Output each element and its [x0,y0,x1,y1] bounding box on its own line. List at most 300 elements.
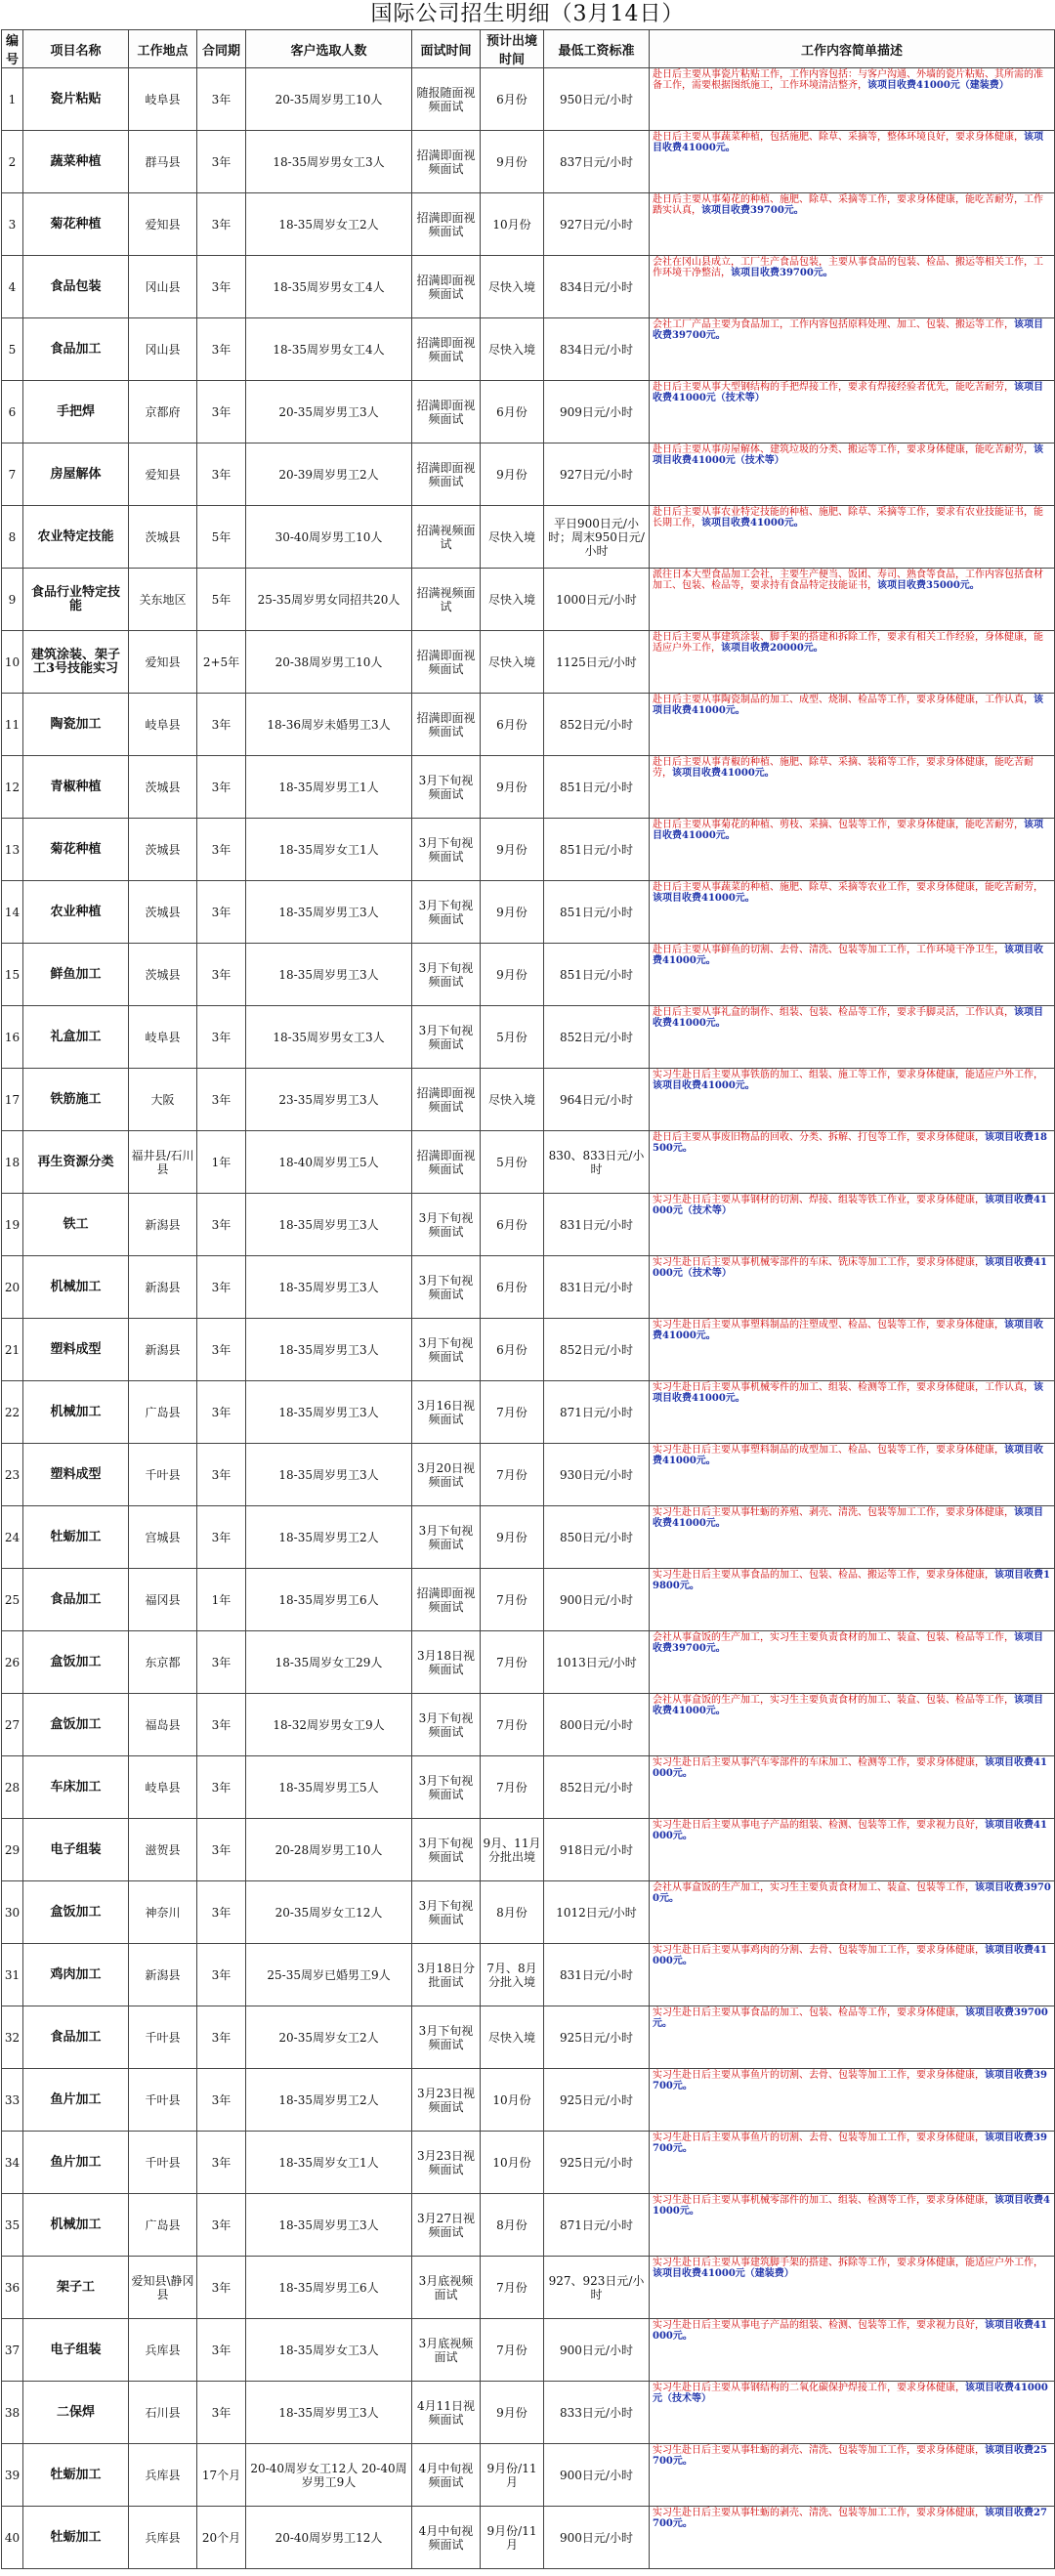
row-headcount: 18-35周岁男工3人 [246,944,412,1006]
row-project-name: 二保焊 [23,2382,129,2444]
row-departure-time: 尽快入境 [481,318,544,381]
row-location: 大阪 [129,1069,197,1131]
row-headcount: 20-40周岁男工12人 [246,2507,412,2569]
row-headcount: 18-35周岁男工1人 [246,756,412,819]
row-description-text: 实习生赴日后主要从事牡蛎的养殖、剥壳、清洗、包装等加工工作，要求身体健康， [653,1507,1014,1518]
row-location: 兵库县 [129,2507,197,2569]
row-fee-text: 该项目收费41000元。 [653,1382,1043,1404]
row-location: 群马县 [129,131,197,193]
row-contract-term: 3年 [197,881,246,944]
row-fee-text: 该项目收费19800元。 [653,1570,1050,1591]
table-row [2,2257,1055,2319]
row-description [650,1194,1055,1256]
row-departure-time: 7月份 [481,1694,544,1756]
row-departure-time: 5月份 [481,1131,544,1194]
row-no: 10 [2,631,23,694]
row-no: 35 [2,2194,23,2257]
row-headcount: 18-35周岁男工3人 [246,1444,412,1506]
row-fee-text: 该项目收费41000元。 [653,1945,1047,1966]
row-departure-time: 尽快入境 [481,631,544,694]
row-description-text: 实习生赴日后主要从事机械零件的加工、组装、检测等工作，要求身体健康，工作认真， [653,1382,1034,1393]
row-contract-term: 3年 [197,381,246,443]
row-min-wage: 918日元/小时 [544,1819,650,1881]
row-no: 39 [2,2444,23,2507]
row-description [650,1631,1055,1694]
row-location: 千叶县 [129,2006,197,2069]
row-interview-time: 4月中旬视频面试 [412,2444,481,2507]
row-min-wage: 1013日元/小时 [544,1631,650,1694]
row-description-text: 赴日后主要从事陶瓷制品的加工、成型、烧制、检品等工作，要求身体健康，工作认真， [653,695,1034,705]
row-fee-text: 该项目收费41000元。 [653,695,1043,716]
col-header-term: 合同期 [197,30,246,68]
row-min-wage: 852日元/小时 [544,1006,650,1069]
row-description [650,1694,1055,1756]
row-departure-time: 6月份 [481,1256,544,1319]
row-contract-term: 3年 [197,1319,246,1381]
row-project-name: 陶瓷加工 [23,694,129,756]
row-interview-time: 招满即面视频面试 [412,131,481,193]
table-row [2,1631,1055,1694]
row-project-name: 食品加工 [23,2006,129,2069]
row-interview-time: 3月下旬视频面试 [412,1256,481,1319]
row-headcount: 18-35周岁女工3人 [246,2319,412,2382]
row-interview-time: 招满即面视频面试 [412,443,481,506]
table-row [2,381,1055,443]
table-row [2,1069,1055,1131]
table-row [2,2069,1055,2132]
table-row [2,1194,1055,1256]
row-contract-term: 5年 [197,506,246,569]
row-headcount: 20-35周岁女工12人 [246,1881,412,1944]
row-fee-text: 该项目收费41000元。 [653,1007,1043,1029]
row-departure-time: 7月份 [481,1756,544,1819]
row-headcount: 18-35周岁男工6人 [246,2257,412,2319]
table-row [2,1506,1055,1569]
row-description-text: 赴日后主要从事鲜鱼的切割、去骨、清洗、包装等加工工作，工作环境干净卫生， [653,945,1004,955]
row-interview-time: 招满即面视频面试 [412,318,481,381]
row-project-name: 鲜鱼加工 [23,944,129,1006]
row-description-text: 赴日后主要从事菊花的种植、剪枝、采摘、包装等工作，要求身体健康，能吃苦耐劳， [653,820,1024,830]
row-location: 爱知县 [129,193,197,256]
row-description-text: 实习生赴日后主要从事电子产品的组装、检测、包装等工作，要求视力良好， [653,2320,985,2331]
table-row [2,2319,1055,2382]
row-no: 29 [2,1819,23,1881]
table-row [2,881,1055,944]
table-row [2,1444,1055,1506]
table-row [2,68,1055,131]
row-location: 神奈川 [129,1881,197,1944]
row-description [650,819,1055,881]
row-no: 13 [2,819,23,881]
row-contract-term: 3年 [197,1944,246,2006]
row-fee-text: 该项目收费39700元。 [653,1632,1043,1654]
row-location: 兵库县 [129,2444,197,2507]
col-header-interview: 面试时间 [412,30,481,68]
row-project-name: 机械加工 [23,1381,129,1444]
row-interview-time: 招满即面视频面试 [412,1569,481,1631]
row-location: 新潟县 [129,1944,197,2006]
row-project-name: 车床加工 [23,1756,129,1819]
row-description [650,1256,1055,1319]
row-no: 25 [2,1569,23,1631]
row-interview-time: 招满即面视频面试 [412,381,481,443]
row-project-name: 食品加工 [23,318,129,381]
row-headcount: 20-35周岁女工2人 [246,2006,412,2069]
row-description [650,443,1055,506]
row-no: 36 [2,2257,23,2319]
row-headcount: 18-35周岁女工1人 [246,819,412,881]
row-contract-term: 5年 [197,569,246,631]
row-description [650,1944,1055,2006]
row-no: 34 [2,2132,23,2194]
row-no: 18 [2,1131,23,1194]
row-description-text: 实习生赴日后主要从事鱼片的切割、去骨、包装等加工工作，要求身体健康， [653,2070,985,2081]
row-min-wage: 852日元/小时 [544,1319,650,1381]
row-project-name: 塑料成型 [23,1319,129,1381]
row-project-name: 牡蛎加工 [23,1506,129,1569]
row-departure-time: 9月份/11月 [481,2444,544,2507]
row-fee-text: 该项目收费41000元。 [653,1445,1043,1466]
row-departure-time: 8月份 [481,2194,544,2257]
row-fee-text: 该项目收费41000元。 [653,893,755,904]
row-interview-time: 招满即面视频面试 [412,694,481,756]
row-location: 爱知县\静冈县 [129,2257,197,2319]
row-no: 31 [2,1944,23,2006]
row-contract-term: 3年 [197,443,246,506]
row-contract-term: 3年 [197,1506,246,1569]
row-interview-time: 招满即面视频面试 [412,1131,481,1194]
row-contract-term: 3年 [197,1631,246,1694]
row-fee-text: 该项目收费35000元。 [877,580,980,591]
row-no: 9 [2,569,23,631]
row-contract-term: 3年 [197,756,246,819]
row-contract-term: 3年 [197,318,246,381]
row-headcount: 18-35周岁男工2人 [246,2069,412,2132]
row-project-name: 食品行业特定技能 [23,569,129,631]
row-contract-term: 3年 [197,819,246,881]
col-header-name: 项目名称 [23,30,129,68]
row-headcount: 23-35周岁男工3人 [246,1069,412,1131]
row-location: 福冈县 [129,1569,197,1631]
row-headcount: 18-35周岁女工29人 [246,1631,412,1694]
row-departure-time: 9月份 [481,1506,544,1569]
row-min-wage: 871日元/小时 [544,1381,650,1444]
row-no: 4 [2,256,23,318]
row-location: 爱知县 [129,631,197,694]
row-contract-term: 3年 [197,1194,246,1256]
row-description-text: 实习生赴日后主要从事鸡肉的分割、去骨、包装等加工工作，要求身体健康， [653,1945,985,1956]
row-interview-time: 招满视频面试 [412,569,481,631]
row-description [650,1131,1055,1194]
row-headcount: 18-32周岁男女工9人 [246,1694,412,1756]
row-project-name: 牡蛎加工 [23,2444,129,2507]
col-header-place: 工作地点 [129,30,197,68]
row-description [650,756,1055,819]
row-headcount: 18-35周岁男工3人 [246,2194,412,2257]
row-no: 26 [2,1631,23,1694]
row-headcount: 18-35周岁女工1人 [246,2132,412,2194]
row-no: 2 [2,131,23,193]
row-min-wage: 852日元/小时 [544,1756,650,1819]
row-min-wage: 925日元/小时 [544,2069,650,2132]
row-location: 岐阜县 [129,68,197,131]
row-description [650,1069,1055,1131]
row-description-text: 实习生赴日后主要从事鱼片的切割、去骨、包装等加工工作，要求身体健康， [653,2133,985,2143]
row-description [650,2507,1055,2569]
table-row [2,256,1055,318]
row-location: 广岛县 [129,1381,197,1444]
row-interview-time: 3月底视频面试 [412,2257,481,2319]
row-headcount: 30-40周岁男工10人 [246,506,412,569]
row-no: 38 [2,2382,23,2444]
row-fee-text: 该项目收费41000元。 [653,2320,1047,2342]
row-min-wage: 930日元/小时 [544,1444,650,1506]
row-project-name: 食品加工 [23,1569,129,1631]
row-headcount: 18-35周岁男工3人 [246,1381,412,1444]
table-row [2,1006,1055,1069]
row-min-wage: 850日元/小时 [544,1506,650,1569]
table-row [2,569,1055,631]
row-contract-term: 20个月 [197,2507,246,2569]
row-description-text: 赴日后主要从事大型钢结构的手把焊接工作，要求有焊接经验者优先，能吃苦耐劳， [653,382,1014,393]
row-contract-term: 3年 [197,193,246,256]
row-min-wage: 852日元/小时 [544,694,650,756]
row-interview-time: 3月下旬视频面试 [412,881,481,944]
row-location: 新潟县 [129,1319,197,1381]
row-no: 24 [2,1506,23,1569]
row-contract-term: 3年 [197,944,246,1006]
row-headcount: 18-35周岁男女工3人 [246,1006,412,1069]
row-project-name: 蔬菜种植 [23,131,129,193]
row-interview-time: 3月下旬视频面试 [412,944,481,1006]
row-contract-term: 3年 [197,1381,246,1444]
table-row [2,1256,1055,1319]
col-header-desc: 工作内容简单描述 [650,30,1055,68]
row-description [650,1819,1055,1881]
row-location: 冈山县 [129,256,197,318]
table-row [2,756,1055,819]
row-departure-time: 尽快入境 [481,256,544,318]
row-location: 新潟县 [129,1194,197,1256]
row-fee-text: 该项目收费39700元。 [653,1882,1051,1904]
row-description [650,1506,1055,1569]
row-fee-text: 该项目收费39700元。 [701,205,804,216]
row-location: 福井县/石川县 [129,1131,197,1194]
row-description [650,881,1055,944]
row-headcount: 18-36周岁未婚男工3人 [246,694,412,756]
row-fee-text: 该项目收费41000元。 [653,945,1043,966]
row-location: 宫城县 [129,1506,197,1569]
row-no: 33 [2,2069,23,2132]
row-interview-time: 3月下旬视频面试 [412,1819,481,1881]
row-no: 14 [2,881,23,944]
row-description [650,1569,1055,1631]
row-project-name: 农业特定技能 [23,506,129,569]
row-location: 石川县 [129,2382,197,2444]
table-row [2,1694,1055,1756]
row-departure-time: 9月份 [481,131,544,193]
row-description-text: 赴日后主要从事礼盒的制作、组装、包装、检品等工作，要求手脚灵活，工作认真， [653,1007,1014,1018]
row-departure-time: 9月份 [481,881,544,944]
row-description-text: 实习生赴日后主要从事机械零部件的车床、铣床等加工工作，要求身体健康， [653,1257,985,1268]
row-headcount: 18-35周岁男工5人 [246,1756,412,1819]
row-project-name: 盒饭加工 [23,1881,129,1944]
row-fee-text: 该项目收费18500元。 [653,1132,1047,1154]
table-row [2,443,1055,506]
row-description-text: 实习生赴日后主要从事塑料制品的注塑成型、检品、包装等工作，要求身体健康， [653,1320,1004,1330]
row-contract-term: 3年 [197,2194,246,2257]
row-headcount: 18-35周岁男工2人 [246,1506,412,1569]
row-project-name: 机械加工 [23,1256,129,1319]
table-row [2,2132,1055,2194]
row-headcount: 18-35周岁男女工4人 [246,256,412,318]
row-project-name: 手把焊 [23,381,129,443]
row-headcount: 18-35周岁男工6人 [246,1569,412,1631]
row-description [650,2257,1055,2319]
row-description-text: 实习生赴日后主要从事食品的加工、包装、检品等工作，要求身体健康， [653,2007,965,2018]
row-location: 爱知县 [129,443,197,506]
table-row [2,193,1055,256]
row-min-wage: 831日元/小时 [544,1194,650,1256]
row-fee-text: 该项目收费41000元。 [653,1820,1047,1841]
row-description [650,318,1055,381]
row-interview-time: 招满即面视频面试 [412,631,481,694]
row-project-name: 盒饭加工 [23,1694,129,1756]
row-project-name: 再生资源分类 [23,1131,129,1194]
row-fee-text: 该项目收费39700元。 [653,319,1043,341]
row-min-wage: 833日元/小时 [544,2382,650,2444]
row-no: 11 [2,694,23,756]
row-departure-time: 7月份 [481,1569,544,1631]
row-description-text: 会社从事盒饭的生产加工，实习生主要负责食材的加工、装盒、包装、检品等工作， [653,1632,1014,1643]
row-headcount: 18-35周岁男女工4人 [246,318,412,381]
row-project-name: 菊花种植 [23,193,129,256]
table-row [2,1944,1055,2006]
row-project-name: 房屋解体 [23,443,129,506]
row-contract-term: 3年 [197,2069,246,2132]
row-project-name: 礼盒加工 [23,1006,129,1069]
row-description-text: 实习生赴日后主要从事塑料制品的成型加工、检品、包装等工作，要求身体健康， [653,1445,1004,1456]
row-min-wage: 927日元/小时 [544,193,650,256]
row-headcount: 18-35周岁男工3人 [246,881,412,944]
row-interview-time: 3月下旬视频面试 [412,2006,481,2069]
row-contract-term: 3年 [197,1881,246,1944]
row-departure-time: 6月份 [481,1319,544,1381]
row-description [650,1381,1055,1444]
row-location: 茨城县 [129,881,197,944]
row-description-text: 实习生赴日后主要从事牡蛎的剥壳、清洗、包装等加工工作，要求身体健康， [653,2445,985,2456]
row-headcount: 18-35周岁男工3人 [246,1194,412,1256]
row-project-name: 塑料成型 [23,1444,129,1506]
row-departure-time: 10月份 [481,193,544,256]
table-row [2,506,1055,569]
row-location: 东京都 [129,1631,197,1694]
row-interview-time: 3月下旬视频面试 [412,1506,481,1569]
row-departure-time: 尽快入境 [481,506,544,569]
row-project-name: 电子组装 [23,2319,129,2382]
row-description-text: 实习生赴日后主要从事钢结构的二氧化碳保护焊接工作，要求身体健康， [653,2383,965,2393]
row-interview-time: 3月下旬视频面试 [412,756,481,819]
row-fee-text: 该项目收费39700元。 [653,2007,1048,2029]
row-interview-time: 3月27日视频面试 [412,2194,481,2257]
row-contract-term: 3年 [197,1006,246,1069]
row-description [650,381,1055,443]
row-interview-time: 招满视频面试 [412,506,481,569]
row-description-text: 赴日后主要从事菊花的种植、施肥、除草、采摘等工作，要求身体健康，能吃苦耐劳，工作踏实认真， [653,194,1043,216]
row-min-wage: 927、923日元/小时 [544,2257,650,2319]
row-description-text: 实习生赴日后主要从事食品的加工、包装、检品、搬运等工作，要求身体健康， [653,1570,994,1581]
row-fee-text: 该项目收费41000元。 [653,820,1043,841]
row-fee-text: 该项目收费27700元。 [653,2508,1047,2529]
row-no: 27 [2,1694,23,1756]
row-contract-term: 3年 [197,68,246,131]
row-description-text: 派往日本大型食品加工会社，主要生产便当、饭团、寿司、熟食等食品，工作内容包括食材加工、包装、检品等，要求持有食品特定技能证书， [653,570,1043,591]
row-description [650,506,1055,569]
row-departure-time: 7月、8月分批入境 [481,1944,544,2006]
row-contract-term: 3年 [197,2132,246,2194]
row-fee-text: 该项目收费41000元（建装费） [653,2268,794,2279]
row-project-name: 青椒种植 [23,756,129,819]
row-description [650,1756,1055,1819]
row-no: 12 [2,756,23,819]
table-row [2,1756,1055,1819]
row-interview-time: 招满即面视频面试 [412,256,481,318]
row-min-wage: 900日元/小时 [544,2319,650,2382]
row-min-wage: 834日元/小时 [544,256,650,318]
row-description [650,1444,1055,1506]
row-headcount: 18-35周岁男工3人 [246,1319,412,1381]
row-description-text: 赴日后主要从事房屋解体、建筑垃圾的分类、搬运等工作，要求身体健康，能吃苦耐劳， [653,444,1034,455]
row-description [650,2319,1055,2382]
table-row [2,1381,1055,1444]
table-row [2,1319,1055,1381]
row-no: 6 [2,381,23,443]
row-interview-time: 3月下旬视频面试 [412,1194,481,1256]
row-headcount: 20-35周岁男工10人 [246,68,412,131]
row-contract-term: 1年 [197,1131,246,1194]
row-departure-time: 5月份 [481,1006,544,1069]
row-contract-term: 3年 [197,1756,246,1819]
row-min-wage: 909日元/小时 [544,381,650,443]
row-contract-term: 3年 [197,1819,246,1881]
row-min-wage: 871日元/小时 [544,2194,650,2257]
row-contract-term: 3年 [197,1694,246,1756]
row-contract-term: 3年 [197,131,246,193]
row-no: 23 [2,1444,23,1506]
row-interview-time: 3月下旬视频面试 [412,1756,481,1819]
row-no: 19 [2,1194,23,1256]
row-interview-time: 3月23日视频面试 [412,2069,481,2132]
row-fee-text: 该项目收费41000元。 [653,1507,1043,1529]
table-row [2,318,1055,381]
row-interview-time: 3月18日分批面试 [412,1944,481,2006]
row-headcount: 18-35周岁男工3人 [246,2382,412,2444]
row-project-name: 鱼片加工 [23,2069,129,2132]
table-header-row [2,30,1055,68]
table-row [2,2006,1055,2069]
table-row [2,2444,1055,2507]
row-departure-time: 9月份 [481,756,544,819]
row-min-wage: 900日元/小时 [544,2444,650,2507]
row-departure-time: 6月份 [481,694,544,756]
row-location: 滋贺县 [129,1819,197,1881]
row-location: 福岛县 [129,1694,197,1756]
row-departure-time: 9月份 [481,819,544,881]
row-headcount: 20-38周岁男工10人 [246,631,412,694]
row-departure-time: 7月份 [481,2257,544,2319]
table-row [2,2507,1055,2569]
table-row [2,1881,1055,1944]
